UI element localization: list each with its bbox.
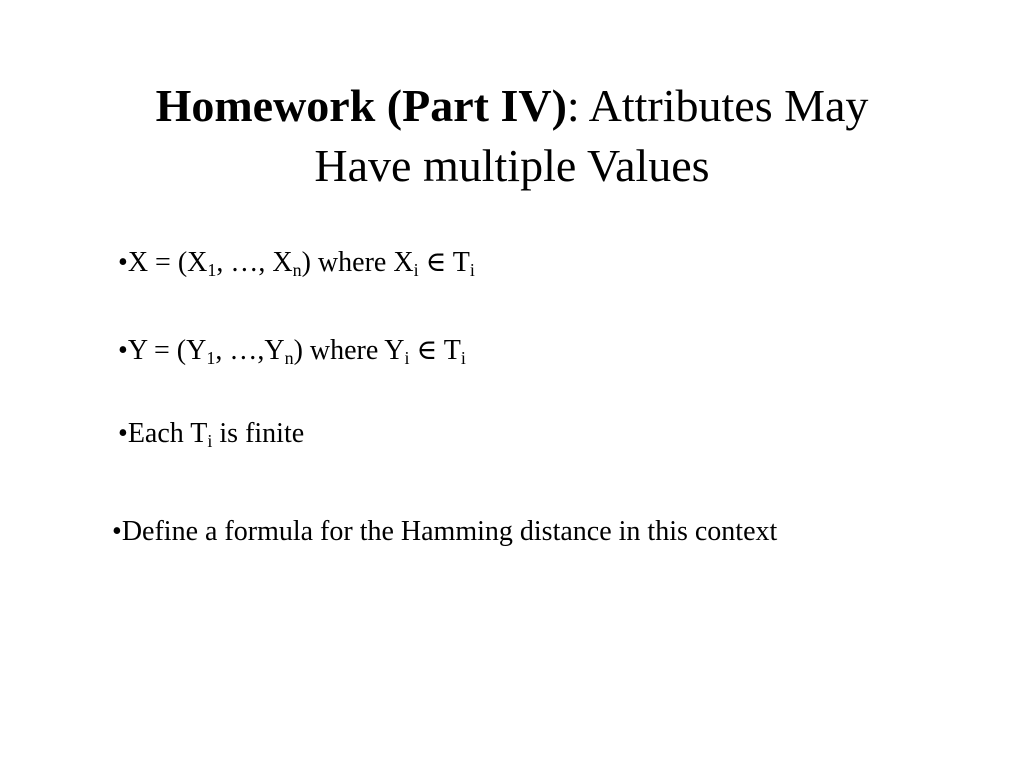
bullet-text: Y = (Y <box>127 335 207 366</box>
subscript: n <box>292 260 302 280</box>
subscript: 1 <box>207 260 217 280</box>
bullet-text: Each T <box>127 418 208 449</box>
bullet-marker: • <box>112 516 122 547</box>
bullet-text: ∈ T <box>418 247 470 278</box>
subscript: i <box>207 431 213 451</box>
subscript: i <box>404 348 410 368</box>
subscript: i <box>469 260 475 280</box>
subscript: 1 <box>206 348 216 368</box>
bullet-text: , …, X <box>216 247 293 278</box>
bullet-text: ) where X <box>301 247 414 278</box>
bullet-marker: • <box>118 418 128 449</box>
bullet-marker: • <box>118 335 128 366</box>
bullet-text: , …,Y <box>215 335 285 366</box>
title-rest: : Attributes May <box>566 80 869 131</box>
bullet-x-definition <box>118 246 475 280</box>
bullet-text: Define a formula for the Hamming distance in this context <box>121 516 778 547</box>
bullet-text: is finite <box>212 418 305 449</box>
bullet-text: ) where Y <box>293 335 405 366</box>
bullet-hamming-task <box>112 515 777 549</box>
bullet-finite-sets <box>118 417 304 451</box>
slide-title <box>0 76 1024 196</box>
bullet-text: X = (X <box>127 247 208 278</box>
subscript: i <box>413 260 419 280</box>
bullet-marker: • <box>118 247 128 278</box>
title-line-2: Have multiple Values <box>314 140 710 191</box>
subscript: n <box>284 348 294 368</box>
title-bold-part: Homework (Part IV) <box>155 80 567 131</box>
bullet-text: ∈ T <box>409 335 461 366</box>
subscript: i <box>460 348 466 368</box>
bullet-y-definition <box>118 334 466 368</box>
